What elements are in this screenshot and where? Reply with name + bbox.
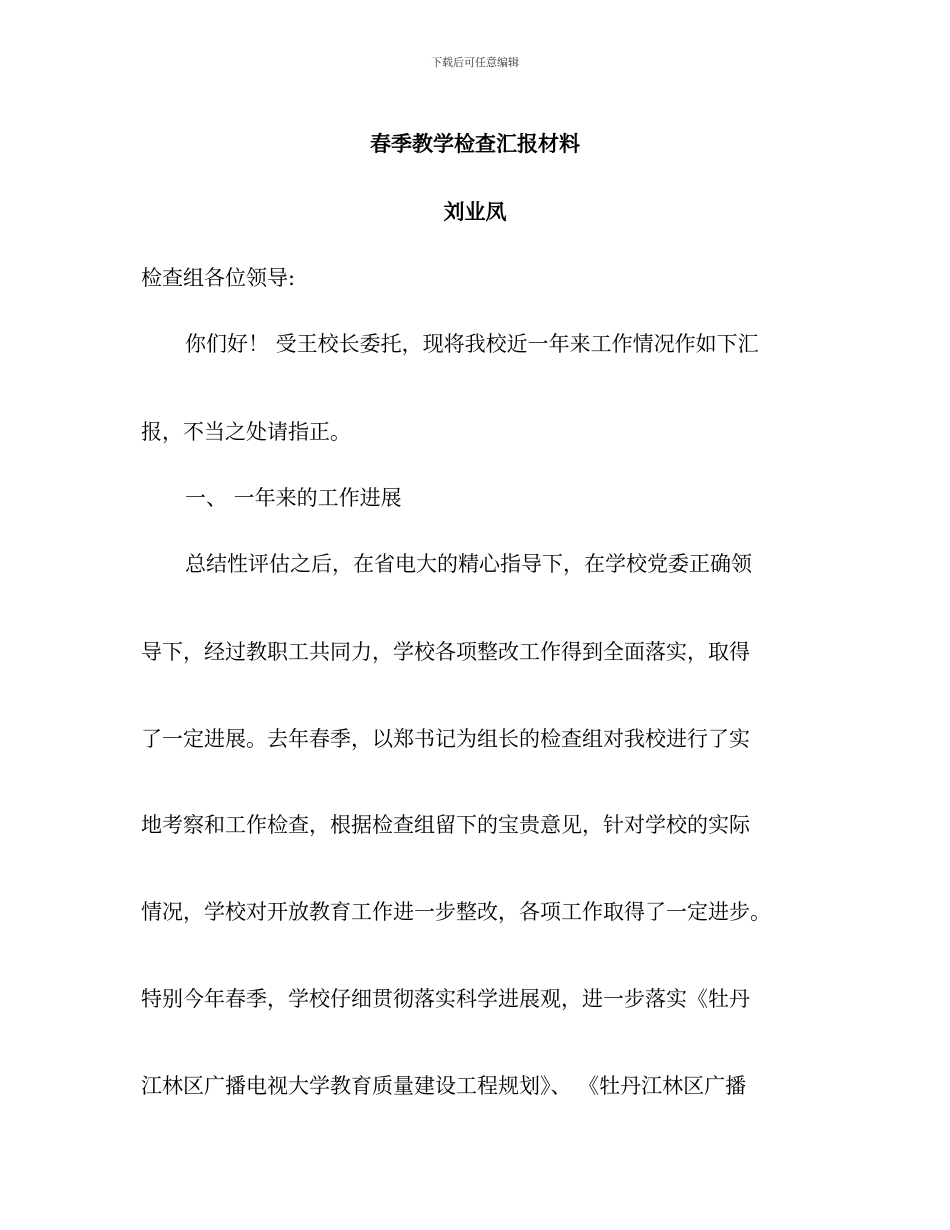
header-note: 下载后可任意编辑 — [431, 56, 519, 69]
body-line: 特别今年春季，学校仔细贯彻落实科学进展观，进一步落实《牡丹 — [141, 987, 750, 1011]
body-line: 情况，学校对开放教育工作进一步整改，各项工作取得了一定进步。 — [141, 900, 771, 924]
section-heading: 一、 一年来的工作进展 — [185, 486, 402, 510]
body-line: 江林区广播电视大学教育质量建设工程规划》、 《牡丹江林区广播 — [141, 1074, 747, 1098]
body-line: 报，不当之处请指正。 — [141, 420, 351, 444]
document-author: 刘业凤 — [443, 200, 507, 224]
body-line: 总结性评估之后，在省电大的精心指导下，在学校党委正确领 — [185, 552, 752, 576]
body-line: 你们好！ 受王校长委托，现将我校近一年来工作情况作如下汇 — [185, 332, 759, 356]
body-line: 地考察和工作检查，根据检查组留下的宝贵意见，针对学校的实际 — [141, 813, 750, 837]
salutation: 检查组各位领导: — [141, 266, 296, 290]
body-line: 了一定进展。去年春季，以郑书记为组长的检查组对我校进行了实 — [141, 727, 750, 751]
document-title: 春季教学检查汇报材料 — [370, 132, 580, 156]
body-line: 导下，经过教职工共同力，学校各项整改工作得到全面落实，取得 — [141, 640, 750, 664]
